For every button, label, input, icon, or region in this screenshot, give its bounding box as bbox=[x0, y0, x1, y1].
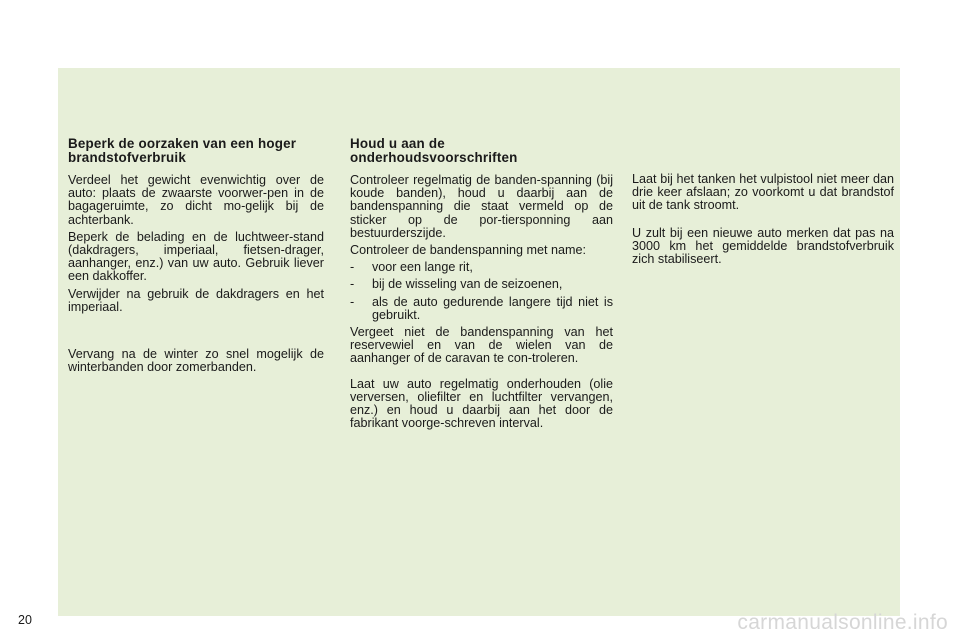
list-item: - bij de wisseling van de seizoenen, bbox=[350, 278, 613, 291]
paragraph-load-resistance: Beperk de belading en de luchtweer-stand (dakdragers, imperiaal, fietsen-drager, aanhanger, enz.) van uw auto. Gebruik liever een dakkoffer. bbox=[68, 229, 324, 284]
paragraph-regular-service: Laat uw auto regelmatig onderhouden (olie verversen, oliefilter en luchtfilter vervangen, enz.) en houd u daarbij aan het door de fabrikant voorge-schreven interval. bbox=[350, 376, 613, 431]
paragraph-remove-roof-bars: Verwijder na gebruik de dakdragers en het imperiaal. bbox=[68, 286, 324, 314]
paragraph-weight-distribution: Verdeel het gewicht evenwichtig over de auto: plaats de zwaarste voorwer-pen in de bagageruimte, zo dicht mo-gelijk bij de achterbank. bbox=[68, 173, 324, 227]
column-refuelling bbox=[632, 173, 894, 270]
paragraph-fuel-nozzle: Laat bij het tanken het vulpistool niet meer dan drie keer afslaan; zo voorkomt u dat brandstof uit de tank stroomt. bbox=[632, 172, 894, 213]
list-item: - als de auto gedurende langere tijd niet is gebruikt. bbox=[350, 296, 613, 322]
page-number: 20 bbox=[18, 613, 32, 627]
paragraph-spare-wheel: Vergeet niet de bandenspanning van het reservewiel en van de wielen van de aanhanger of de caravan te con-troleren. bbox=[350, 325, 613, 366]
column-fuel-consumption bbox=[68, 137, 324, 378]
heading-maintenance: Houd u aan de onderhoudsvoorschriften bbox=[350, 136, 518, 165]
paragraph-check-pressure-intro: Controleer de bandenspanning met name: bbox=[350, 243, 586, 258]
watermark: carmanualsonline.info bbox=[737, 611, 948, 634]
list-item: - voor een lange rit, bbox=[350, 261, 613, 274]
column-maintenance bbox=[350, 137, 613, 434]
paragraph-new-car-consumption: U zult bij een nieuwe auto merken dat pas na 3000 km het gemiddelde brandstofverbruik zich stabiliseert. bbox=[632, 225, 894, 267]
heading-fuel-consumption: Beperk de oorzaken van een hoger brandstofverbruik bbox=[68, 136, 297, 165]
pressure-check-list bbox=[350, 261, 613, 322]
paragraph-winter-tyres: Vervang na de winter zo snel mogelijk de winterbanden door zomerbanden. bbox=[68, 347, 324, 375]
paragraph-tyre-pressure: Controleer regelmatig de banden-spanning (bij koude banden), houd u daarbij aan de bandenspanning die staat vermeld op de sticker op de por-tiersponning aan bestuurderszijde. bbox=[350, 173, 613, 240]
